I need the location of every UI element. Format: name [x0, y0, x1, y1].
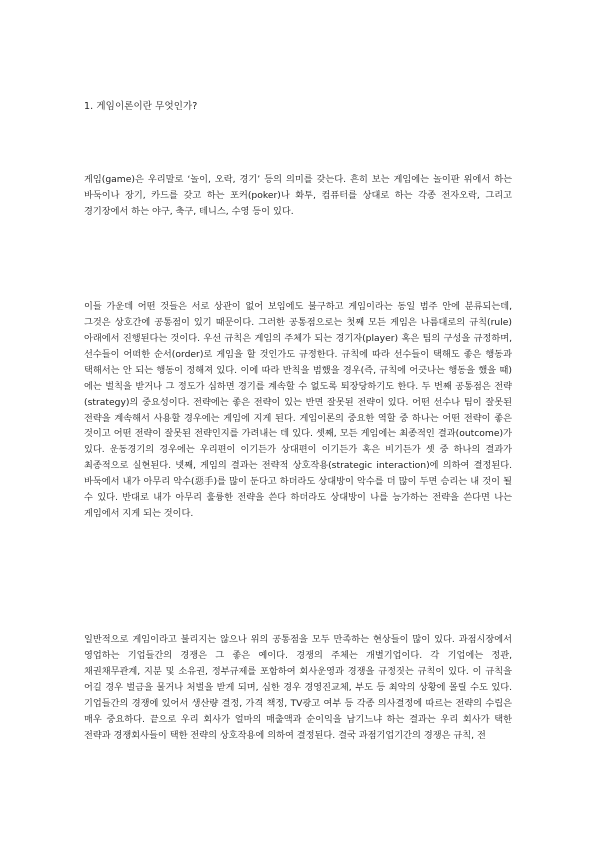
paragraph-oligopoly-example: 일반적으로 게임이라고 불리지는 않으나 위의 공통점을 모두 만족하는 현상들이 많이 있다. 과점시장에서 영업하는 기업들간의 경쟁은 그 좋은 예이다. 경쟁의 주체는 개별기업이다. 각 기업에는 정관, 채권채무관계, 지분 및 소유권, 정부규제를 포함하여 회사운영과 경쟁을 규정짓는 규칙이 있다. 이 규칙을 어길 경우 벌금을 물거나 처벌을 받게 되며, 심한 경우 경영진교체, 부도 등 최악의 상황에 몰릴 수도 있다. 기업들간의 경쟁에 있어서 생산량 결정, 가격 책정, TV광고 여부 등 각종 의사결정에 따르는 전략의 수립은 매우 중요하다. 끝으로 우리 회사가 얼마의 매출액과 순이익을 남기느냐 하는 결과는 우리 회사가 택한 전략과 경쟁회사들이 택한 전략의 상호작용에 의하여 결정된다. 결국 과점기업기간의 경쟁은 규칙, 전 [84, 634, 512, 741]
paragraph-game-definition: 게임(game)은 우리말로 ‘놀이, 오락, 경기’ 등의 의미를 갖는다. 흔히 보는 게임에는 놀이판 위에서 하는 바둑이나 장기, 카드를 갖고 하는 포커(poker)나 화투, 컴퓨터를 상대로 하는 각종 전자오락, 그리고 경기장에서 하는 야구, 축구, 테니스, 수영 등이 있다. [84, 174, 512, 217]
section-heading: 1. 게임이론이란 무엇인가? [84, 101, 198, 112]
paragraph-common-features: 이들 가운데 어떤 것들은 서로 상관이 없어 보임에도 불구하고 게임이라는 동일 범주 안에 분류되는데, 그것은 상호간에 공통점이 있기 때문이다. 그러한 공통점으로는 첫째 모든 게임은 나름대로의 규칙(rule) 아래에서 진행된다는 것이다. 우선 규칙은 게임의 주체가 되는 경기자(player) 혹은 팀의 구성을 규정하며, 선수들이 어떠한 순서(order)로 게임을 할 것인가도 규정한다. 규칙에 따라 선수들이 택해도 좋은 행동과 택해서는 안 되는 행동이 정해져 있다. 이에 따라 반칙을 범했을 경우(즉, 규칙에 어긋나는 행동을 했을 때)에는 벌칙을 받거나 그 정도가 심하면 경기를 계속할 수 없도록 퇴장당하기도 한다. 두 번째 공통점은 전략(strategy)의 중요성이다. 전략에는 좋은 전략이 있는 반면 잘못된 전략이 있다. 어떤 선수나 팀이 잘못된 전략을 계속해서 사용할 경우에는 게임에 지게 된다. 게임이론의 중요한 역할 중 하나는 어떤 전략이 좋은 것이고 어떤 전략이 잘못된 전략인지를 가려내는 데 있다. 셋째, 모든 게임에는 최종적인 결과(outcome)가 있다. 운동경기의 경우에는 우리편이 이기든가 상대편이 이기든가 혹은 비기든가 셋 중 하나의 결과가 최종적으로 실현된다. 넷째, 게임의 결과는 전략적 상호작용(strategic interaction)에 의하여 결정된다. 바둑에서 내가 아무리 악수(惡手)를 많이 둔다고 하더라도 상대방이 악수를 더 많이 두면 승리는 내 것이 될 수 있다. 반대로 내가 아무리 훌륭한 전략을 쓴다 하더라도 상대방이 나를 능가하는 전략을 쓴다면 나는 게임에서 지게 되는 것이다. [84, 301, 512, 519]
